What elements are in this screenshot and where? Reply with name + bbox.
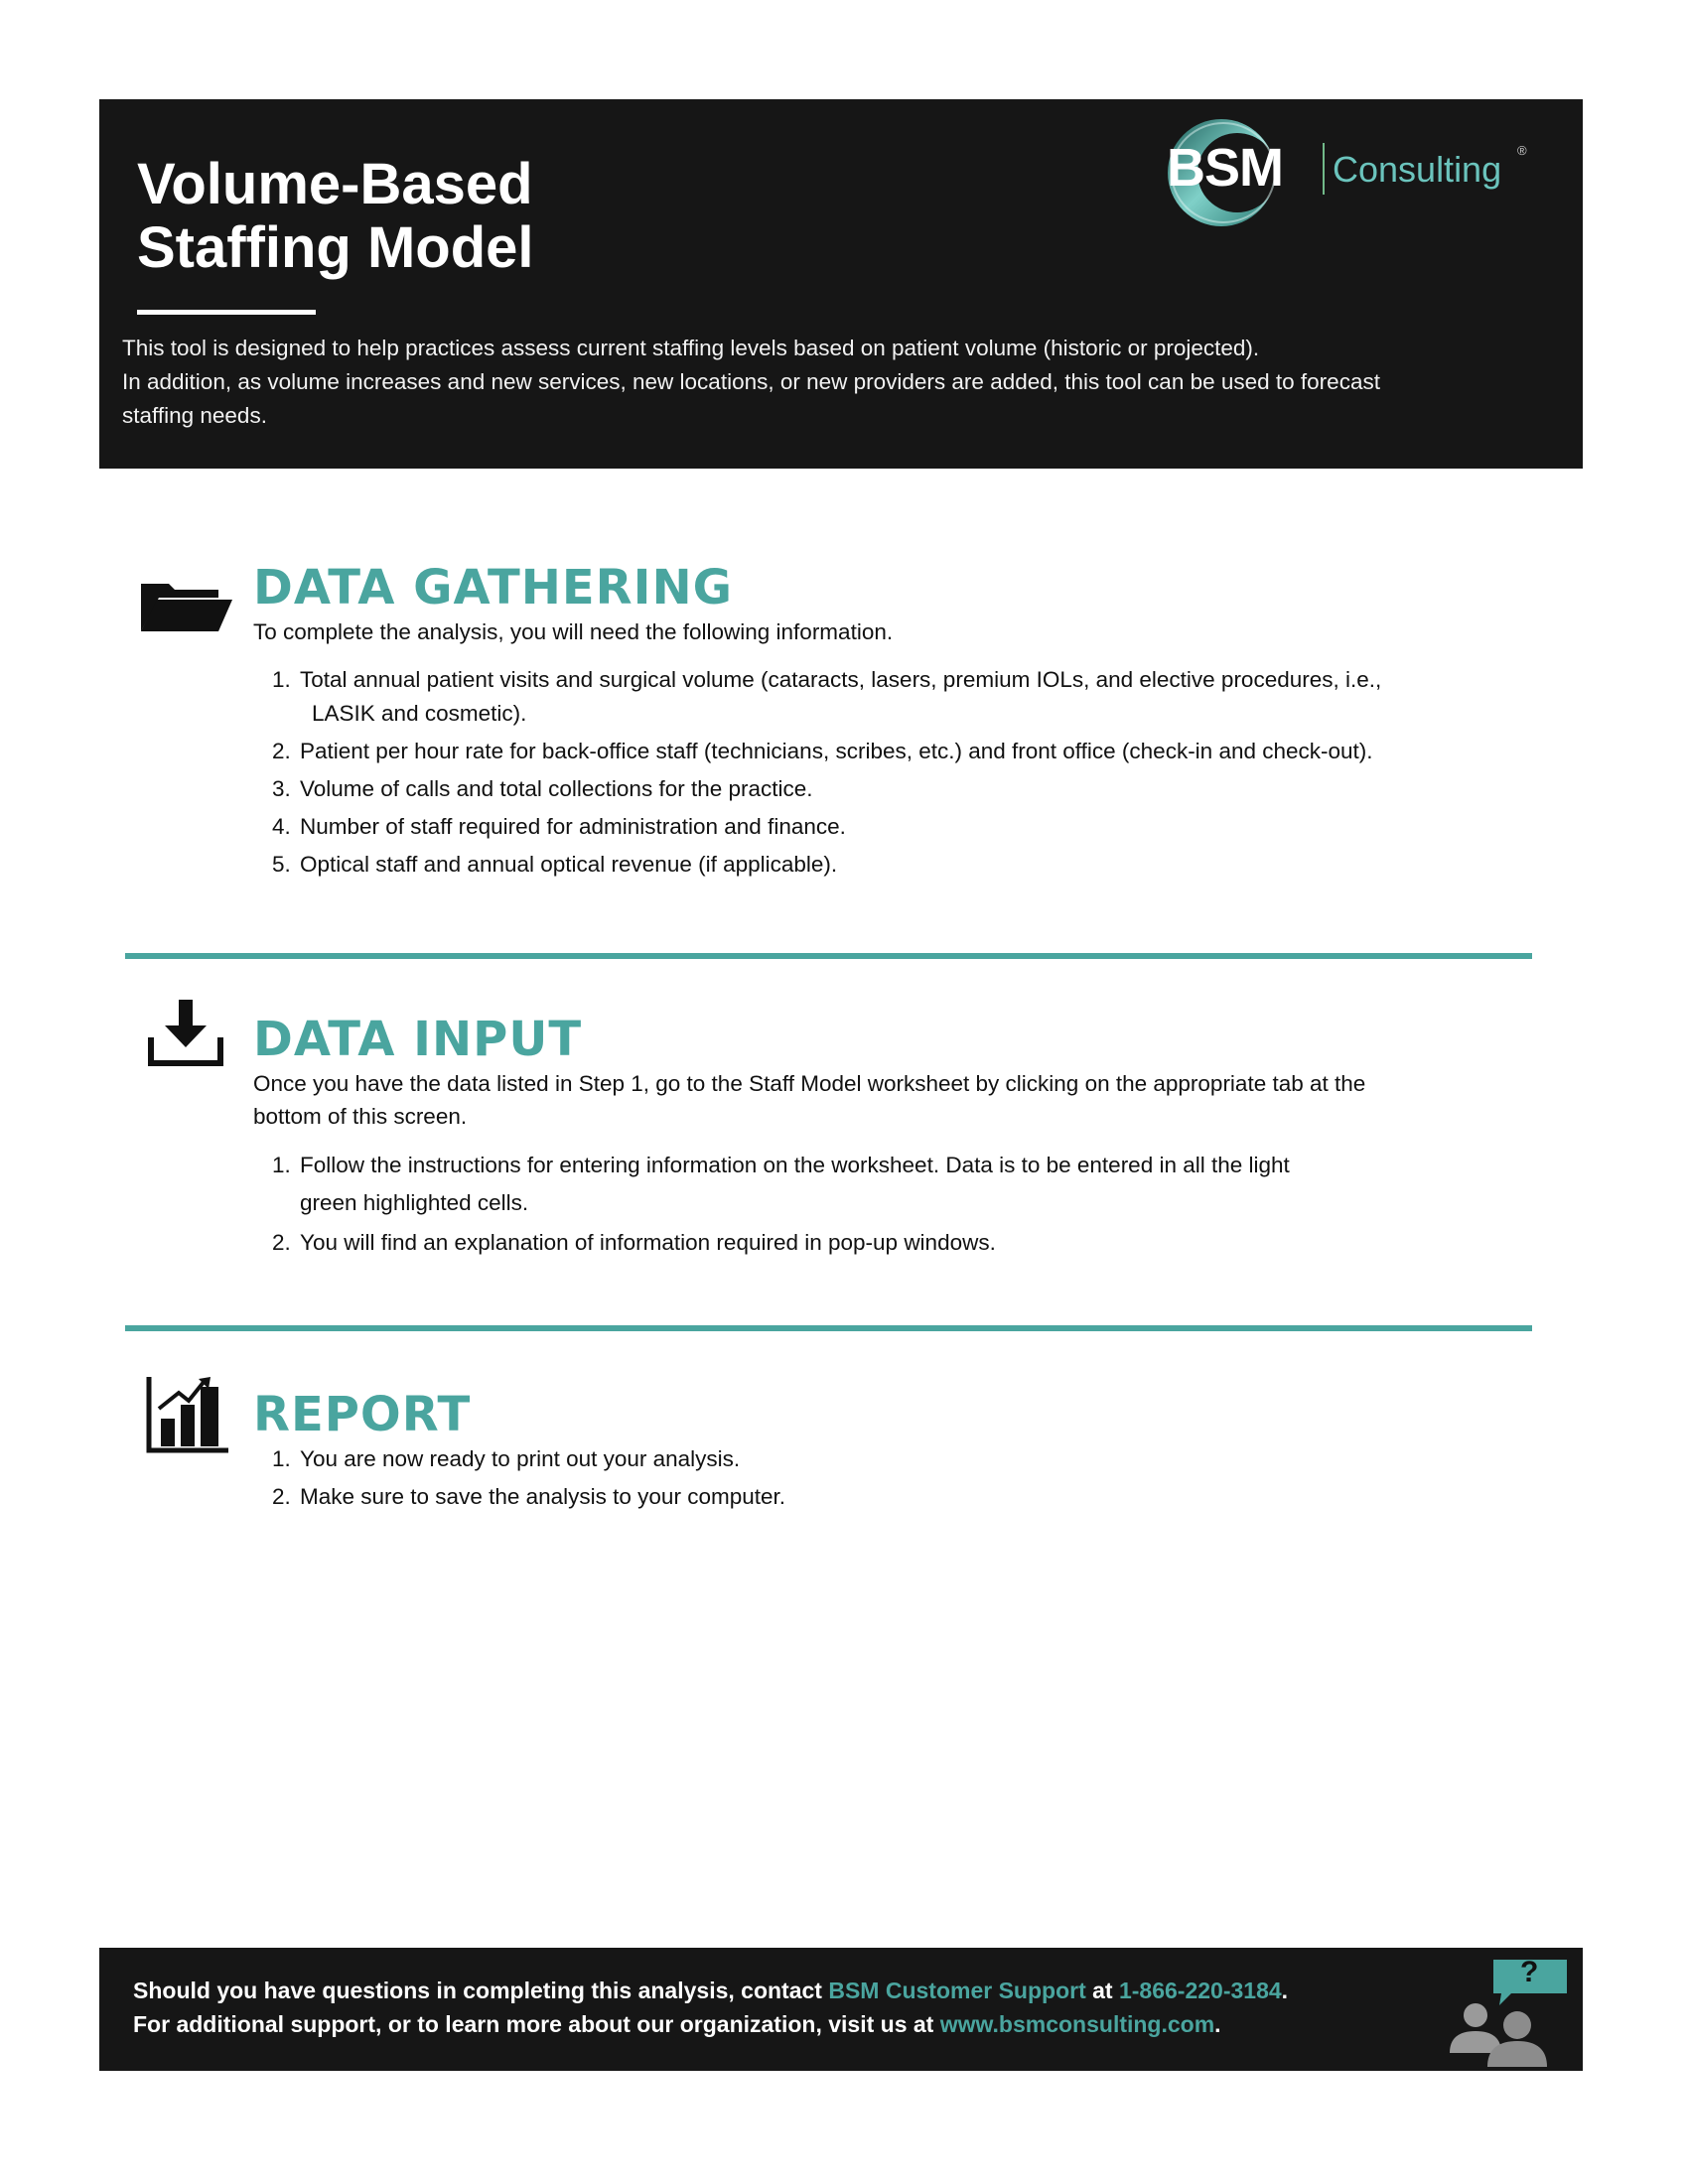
help-people-icon [1442, 1958, 1571, 2067]
data-gathering-title: DATA GATHERING [253, 560, 734, 615]
report-list [272, 1442, 1491, 1514]
section-divider [125, 1325, 1532, 1331]
title-underline [137, 310, 316, 315]
report-title: REPORT [253, 1387, 472, 1442]
item-number: 5. [272, 852, 291, 877]
list-item [272, 810, 1491, 844]
intro-line-2: bottom of this screen. [253, 1104, 468, 1129]
section-divider [125, 953, 1532, 959]
page-title [137, 153, 534, 280]
footer-text: For additional support, or to learn more about our organization, visit us at [133, 2011, 940, 2037]
download-icon [147, 998, 226, 1067]
item-text-cont: LASIK and cosmetic). [312, 701, 527, 726]
item-text: Make sure to save the analysis to your computer. [300, 1484, 785, 1509]
footer-text: . [1214, 2011, 1221, 2037]
item-text: You will find an explanation of information required in pop-up windows. [300, 1230, 996, 1255]
list-item [272, 772, 1491, 806]
list-item [272, 663, 1491, 731]
logo-registered-mark: ® [1517, 143, 1527, 158]
item-text: Follow the instructions for entering information on the worksheet. Data is to be entered in all the light [300, 1153, 1290, 1177]
item-text: Optical staff and annual optical revenue (if applicable). [300, 852, 838, 877]
list-item [272, 735, 1491, 768]
item-number: 1. [272, 1446, 291, 1471]
item-number: 2. [272, 1484, 291, 1509]
intro-text [122, 332, 1532, 433]
list-item [272, 1147, 1491, 1222]
data-gathering-list [272, 663, 1491, 882]
support-link[interactable]: BSM Customer Support [828, 1978, 1086, 2003]
header-banner [99, 99, 1583, 469]
item-number: 2. [272, 1230, 291, 1255]
footer-text: Should you have questions in completing this analysis, contact [133, 1978, 829, 2003]
website-link[interactable]: www.bsmconsulting.com [939, 2011, 1215, 2037]
footer-banner [99, 1948, 1583, 2071]
logo-sub-text: Consulting [1333, 149, 1502, 190]
item-number: 4. [272, 814, 291, 839]
title-line-1: Volume-Based [137, 152, 533, 216]
footer-text: at [1085, 1978, 1119, 2003]
footer-line-2 [133, 2011, 1221, 2038]
item-text: You are now ready to print out your analysis. [300, 1446, 741, 1471]
list-item [272, 1226, 1491, 1260]
item-text: Patient per hour rate for back-office staff (technicians, scribes, etc.) and front office (check-in and check-out). [300, 739, 1373, 763]
folder-icon [139, 566, 234, 645]
footer-text: . [1281, 1978, 1289, 2003]
data-input-title: DATA INPUT [253, 1012, 583, 1067]
logo-main-text: BSM [1167, 138, 1283, 198]
item-text: Number of staff required for administration and finance. [300, 814, 846, 839]
data-input-intro [253, 1067, 1475, 1133]
item-text-cont: green highlighted cells. [300, 1190, 529, 1215]
intro-line-3: staffing needs. [122, 403, 267, 428]
intro-line-1: This tool is designed to help practices assess current staffing levels based on patient volume (historic or projected). [122, 336, 1260, 360]
item-text: Volume of calls and total collections for the practice. [300, 776, 813, 801]
intro-line-2: In addition, as volume increases and new services, new locations, or new providers are added, this tool can be used to forecast [122, 369, 1380, 394]
footer-line-1 [133, 1978, 1288, 2004]
logo-divider [1323, 143, 1325, 195]
intro-line-1: Once you have the data listed in Step 1, go to the Staff Model worksheet by clicking on the appropriate tab at the [253, 1071, 1366, 1096]
phone-link[interactable]: 1-866-220-3184 [1118, 1978, 1282, 2003]
item-text: Total annual patient visits and surgical volume (cataracts, lasers, premium IOLs, and elective procedures, i.e., [300, 667, 1382, 692]
item-number: 1. [272, 1153, 291, 1177]
list-item [272, 1480, 1491, 1514]
list-item [272, 1442, 1491, 1476]
item-number: 1. [272, 667, 291, 692]
title-line-2: Staffing Model [137, 215, 534, 280]
data-gathering-intro: To complete the analysis, you will need the following information. [253, 619, 894, 644]
bar-chart-icon [145, 1375, 230, 1454]
help-question-mark: ? [1520, 1956, 1539, 1988]
data-input-list [272, 1147, 1491, 1260]
item-number: 3. [272, 776, 291, 801]
list-item [272, 848, 1491, 882]
item-number: 2. [272, 739, 291, 763]
